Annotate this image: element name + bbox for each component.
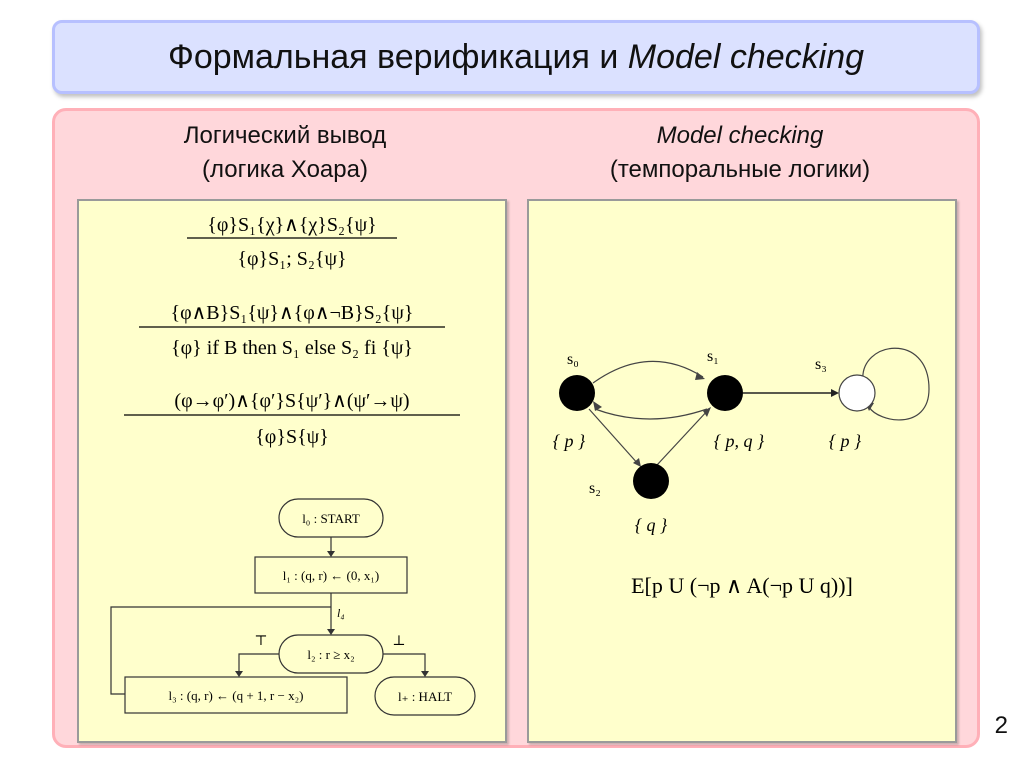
- slide-title: [52, 20, 980, 94]
- flow-arrow-start-assign: [327, 551, 335, 557]
- title-main: Формальная верификация и: [167, 37, 628, 76]
- ctl-formula: E[p U (¬p ∧ A(¬p U q))]: [631, 573, 853, 598]
- flow-decision-label: l₂ : r ≥ x₂: [307, 647, 355, 662]
- state-s2-node: [633, 463, 669, 499]
- state-s1-node: [707, 375, 743, 411]
- rule2-conclusion: {φ} if B then S₁ else S₂ fi {ψ}: [171, 337, 413, 359]
- flow-assign-label: l₁ : (q, r) ← (0, x₁): [282, 568, 380, 583]
- state-s2-name: s₂: [589, 480, 601, 497]
- state-s1-labels: { p, q }: [713, 431, 765, 451]
- flow-arrow-true: [235, 671, 243, 677]
- flow-true-label: ⊤: [254, 634, 268, 649]
- rule3-conclusion: {φ}S{ψ}: [255, 426, 329, 448]
- flow-edge-false: [383, 654, 425, 675]
- arrow-s1-s0: [593, 401, 602, 411]
- title-italic: Model checking: [627, 37, 865, 76]
- edge-s0-s1: [593, 361, 703, 383]
- arrow-s1-s3: [831, 389, 839, 397]
- arrow-s2-s1: [703, 407, 711, 417]
- state-s3-node: [839, 375, 875, 411]
- hoare-logic-box: [77, 199, 507, 743]
- content-panel: [52, 108, 980, 748]
- kripke-structure-svg: [529, 201, 955, 741]
- state-s1-name: s₁: [707, 348, 719, 365]
- state-s2-labels: { q }: [634, 515, 668, 535]
- left-heading-line1: Логический вывод: [183, 122, 387, 149]
- rule1-premise: {φ}S₁{χ}∧{χ}S₂{ψ}: [207, 214, 377, 236]
- state-s0-name: s₀: [567, 351, 579, 368]
- left-heading-line2: (логика Хоара): [202, 156, 368, 183]
- flow-edge-true: [239, 654, 279, 675]
- state-s0-node: [559, 375, 595, 411]
- state-s3-labels: { p }: [828, 431, 862, 451]
- flow-l4-label: l₄: [337, 606, 345, 620]
- right-heading: [540, 119, 940, 187]
- rule2-premise: {φ∧B}S₁{ψ}∧{φ∧¬B}S₂{ψ}: [170, 302, 414, 324]
- left-heading: [115, 119, 455, 187]
- rule3-premise: (φ→φ′)∧{φ′}S{ψ′}∧(ψ′→ψ): [174, 390, 410, 412]
- flow-loop-edge: [111, 607, 331, 694]
- page-number: 2: [994, 712, 1008, 739]
- flow-start-label: l₀ : START: [302, 511, 360, 526]
- rule1-conclusion: {φ}S₁; S₂{ψ}: [237, 248, 347, 270]
- right-heading-line1: Model checking: [656, 122, 824, 149]
- state-s0-labels: { p }: [552, 431, 586, 451]
- right-heading-line2: (темпоральные логики): [609, 156, 871, 183]
- hoare-logic-svg: [79, 201, 505, 741]
- state-s3-name: s₃: [815, 356, 827, 373]
- edge-s1-s0: [595, 409, 707, 419]
- flow-halt-label: l₊ : HALT: [397, 689, 453, 704]
- flow-arrow-assign-decision: [327, 629, 335, 635]
- flow-arrow-false: [421, 671, 429, 677]
- edge-s2-s1: [657, 409, 709, 465]
- flow-update-label: l₃ : (q, r) ← (q + 1, r − x₂): [168, 688, 304, 703]
- model-checking-box: [527, 199, 957, 743]
- flow-false-label: ⊥: [392, 634, 406, 649]
